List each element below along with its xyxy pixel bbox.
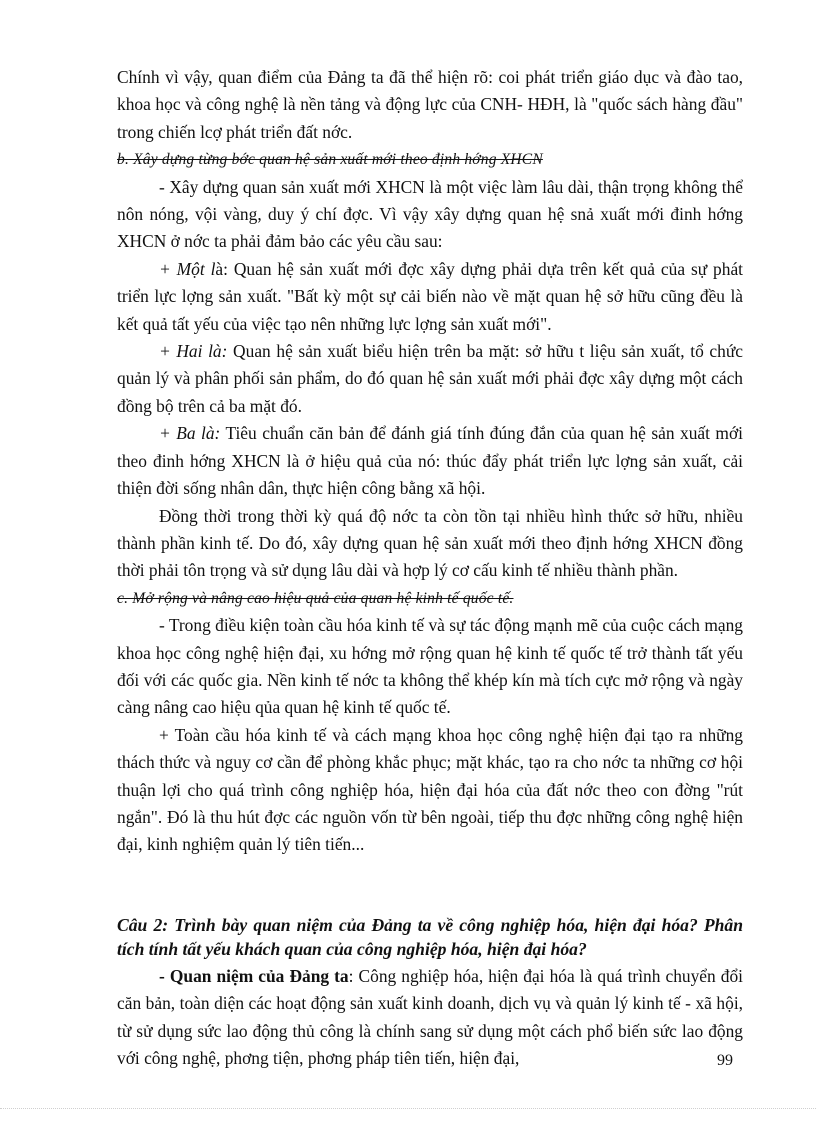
paragraph-ba-la bbox=[117, 420, 743, 502]
paragraph-party-view bbox=[117, 963, 743, 1073]
hai-la-text: Quan hệ sản xuất biểu hiện trên ba mặt: sở hữu t liệu sản xuất, tổ chức quản lý và phân phối sản phẩm, do đó quan hệ sản xuất mới phải đợc xây dựng một cách đồng bộ trên cả ba mặt đó. bbox=[117, 341, 743, 416]
paragraph-hai-la bbox=[117, 338, 743, 420]
mot-la-label: + Một l bbox=[159, 258, 216, 279]
section-heading-b: b. Xây dựng từng bớc quan hệ sản xuất mới theo định hớng XHCN bbox=[117, 151, 543, 169]
paragraph-intro: Chính vì vậy, quan điểm của Đảng ta đã thể hiện rõ: coi phát triển giáo dục và đào tao, khoa học và công nghệ là nền tảng và động lực của CNH- HĐH, là "quốc sách hàng đầu" trong chiến lcợ phát triển đất nớc. bbox=[117, 67, 743, 142]
question-heading: Câu 2: Trình bày quan niệm của Đảng ta về công nghiệp hóa, hiện đại hóa? Phân tích tính tất yếu khách quan của công nghiệp hóa, hiện đại hóa? bbox=[117, 914, 743, 959]
paragraph-globalization: - Trong điều kiện toàn cầu hóa kinh tế và sự tác động mạnh mẽ của cuộc cách mạng khoa học công nghệ hiện đại, xu hớng mở rộng quan hệ kinh tế quốc tế trở thành tất yếu đối với các quốc gia. Nền kinh tế nớc ta không thể khép kín mà tích cực mở rộng và ngày càng nâng cao hiệu qủa quan hệ kinh tế quốc tế. bbox=[117, 615, 743, 718]
party-view-text: : Công nghiệp hóa, hiện đại hóa là quá trình chuyển đổi căn bản, toàn diện các hoạt động sản xuất kinh doanh, dịch vụ và quản lý kinh tế - xã hội, từ sử dụng sức lao động thủ công là chính sang sử dụng một cách phổ biến sức lao động với công nghệ, phơng tiện, phơng pháp tiên tiến, hiện đại, bbox=[117, 965, 744, 1068]
spacer bbox=[117, 859, 743, 913]
ba-la-text: Tiêu chuẩn căn bản để đánh giá tính đúng đắn của quan hệ sản xuất mới theo đinh hớng XHCN là ở hiệu quả của nó: thúc đẩy phát triển lực lợng sản xuất, cải thiện đời sống nhân dân, thực hiện công bằng xã hội. bbox=[117, 423, 743, 499]
paragraph-mot-la bbox=[117, 256, 743, 338]
hai-la-label: + Hai là: bbox=[159, 341, 228, 362]
document-page bbox=[117, 64, 743, 1072]
ba-la-label: + Ba là: bbox=[159, 423, 221, 444]
party-view-label: - Quan niệm của Đảng ta bbox=[159, 965, 349, 986]
paragraph-transition: Đồng thời trong thời kỳ quá độ nớc ta còn tồn tại nhiều hình thức sở hữu, nhiều thành phần kinh tế. Do đó, xây dựng quan hệ sản xuất mới theo định hớng XHCN đồng thời phải tôn trọng và sử dụng lâu dài và hợp lý cơ cấu kinh tế nhiều thành phần. bbox=[117, 505, 743, 581]
page-number: 99 bbox=[717, 1052, 733, 1069]
footer-divider bbox=[0, 1108, 816, 1109]
paragraph-opportunities: + Toàn cầu hóa kinh tế và cách mạng khoa học công nghệ hiện đại tạo ra những thách thức và nguy cơ cần để phòng khắc phục; mặt khác, tạo ra cho nớc ta những cơ hội thuận lợi cho quá trình công nghiệp hóa, hiện đại hóa của đất nớc theo con đờng "rút ngắn". Đó là thu hút đợc các nguồn vốn từ bên ngoài, tiếp thu đợc những công nghệ hiện đại, kinh nghiệm quản lý tiên tiến... bbox=[117, 724, 743, 855]
paragraph-xhcn-requirements: - Xây dựng quan sản xuất mới XHCN là một việc làm lâu dài, thận trọng không thể nôn nóng, vội vàng, duy ý chí đợc. Vì vậy xây dựng quan hệ snả xuất mới đinh hớng XHCN ở nớc ta phải đảm bảo các yêu cầu sau: bbox=[117, 176, 743, 252]
mot-la-text: à: Quan hệ sản xuất mới đợc xây dựng phải dựa trên kết quả của sự phát triển lực lợng sản xuất. "Bất kỳ một sự cải biến nào về mặt quan hệ sở hữu cũng đều là kết quả tất yếu của việc tạo nên những lực lợng sản xuất mới". bbox=[117, 258, 743, 334]
section-heading-c: c. Mở rộng và nâng cao hiệu quả của quan hệ kinh tế quốc tế. bbox=[117, 589, 514, 607]
